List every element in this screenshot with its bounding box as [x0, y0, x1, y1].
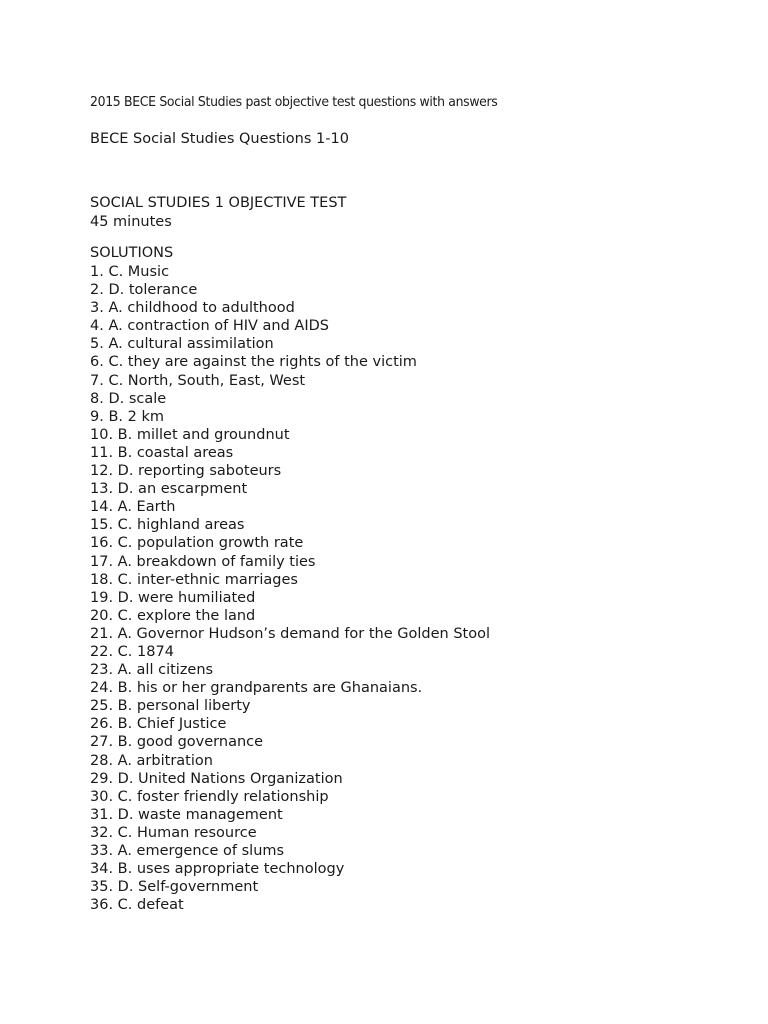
answer-item: 20. C. explore the land [90, 607, 256, 624]
answer-item: 35. D. Self-government [90, 879, 259, 896]
answer-item: 12. D. reporting saboteurs [90, 463, 282, 480]
answer-item: 26. B. Chief Justice [90, 716, 227, 733]
answer-item: 14. A. Earth [90, 499, 176, 516]
answer-item: 16. C. population growth rate [90, 535, 304, 552]
answer-item: 18. C. inter-ethnic marriages [90, 571, 298, 588]
answer-item: 10. B. millet and groundnut [90, 426, 290, 443]
answer-item: 22. C. 1874 [90, 643, 174, 660]
document-subtitle: BECE Social Studies Questions 1-10 [90, 131, 349, 147]
answer-item: 28. A. arbitration [90, 752, 213, 769]
answer-item: 6. C. they are against the rights of the victim [90, 354, 417, 371]
solutions-heading: SOLUTIONS [90, 245, 174, 261]
answer-item: 33. A. emergence of slums [90, 843, 285, 859]
answer-item: 30. C. foster friendly relationship [90, 788, 329, 805]
answer-item: 5. A. cultural assimilation [90, 336, 274, 353]
document-title: 2015 BECE Social Studies past objective test questions with answers [90, 95, 498, 110]
document-page [90, 93, 730, 914]
answer-item: 4. A. contraction of HIV and AIDS [90, 318, 329, 335]
answer-item: 36. C. defeat [90, 897, 184, 914]
answer-item: 8. D. scale [90, 390, 167, 407]
answer-item: 25. B. personal liberty [90, 698, 251, 715]
answer-item: 27. B. good governance [90, 734, 264, 751]
answer-item: 19. D. were humiliated [90, 589, 256, 606]
answer-item: 32. C. Human resource [90, 824, 257, 841]
answer-item: 23. A. all citizens [90, 662, 214, 679]
answer-item: 9. B. 2 km [90, 408, 164, 425]
answer-item: 13. D. an escarpment [90, 481, 248, 498]
answer-item: 31. D. waste management [90, 806, 283, 823]
answer-item: 24. B. his or her grandparents are Ghanaians. [90, 680, 423, 697]
answer-item: 34. B. uses appropriate technology [90, 861, 345, 878]
answer-item: 11. B. coastal areas [90, 444, 234, 461]
answer-item: 1. C. Music [90, 264, 170, 280]
test-title: SOCIAL STUDIES 1 OBJECTIVE TEST [90, 195, 347, 211]
answer-item: 21. A. Governor Hudson’s demand for the Golden Stool [90, 625, 490, 642]
answer-item: 2. D. tolerance [90, 282, 198, 299]
answer-item: 15. C. highland areas [90, 517, 245, 534]
answer-item: 7. C. North, South, East, West [90, 372, 306, 389]
answer-item: 29. D. United Nations Organization [90, 770, 343, 787]
answer-item: 17. A. breakdown of family ties [90, 553, 316, 570]
answer-list [90, 263, 730, 914]
answer-item: 3. A. childhood to adulthood [90, 300, 295, 317]
test-duration: 45 minutes [90, 214, 172, 230]
